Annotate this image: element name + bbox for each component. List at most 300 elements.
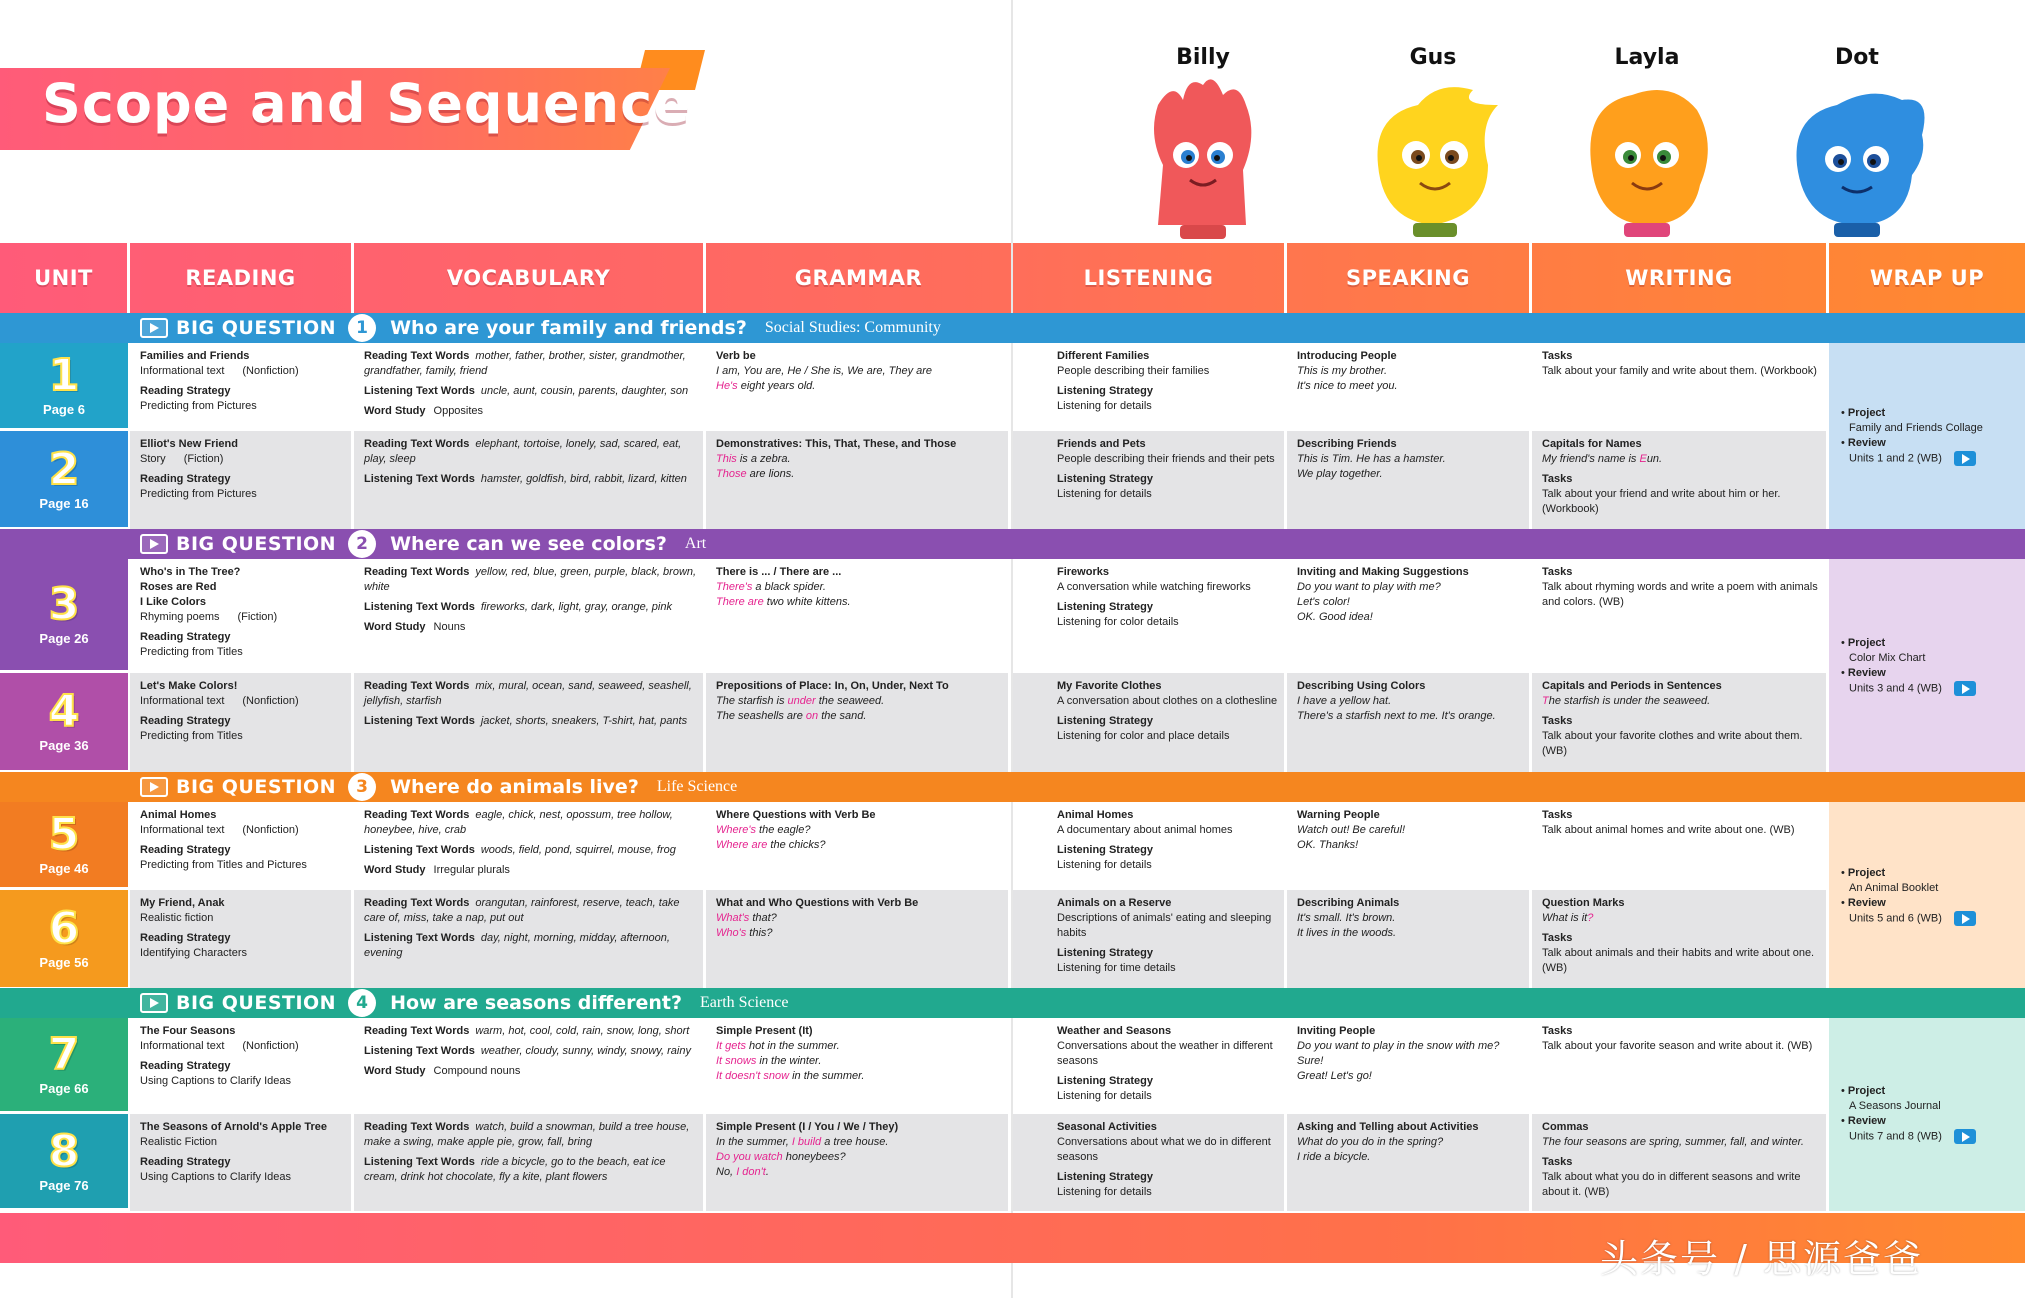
reading-type xyxy=(140,1039,345,1054)
grammar-cell xyxy=(706,1018,1011,1114)
strategy: Predicting from Titles xyxy=(140,730,243,742)
writing-text: Talk about your friend and write about him or her. (Workbook) xyxy=(1542,488,1781,515)
reading-title-text: Who's in The Tree? xyxy=(140,566,241,578)
vocab-label: Listening Text Words xyxy=(364,844,475,856)
grammar-highlight: I don't xyxy=(736,1166,766,1178)
text-line: • Review xyxy=(1841,437,1886,450)
vocab-label: Reading Text Words xyxy=(364,438,470,450)
strategy-label: Listening Strategy xyxy=(1057,385,1153,397)
character-name: Gus xyxy=(1409,45,1457,70)
speaking-cell xyxy=(1287,343,1532,431)
big-question-word: BIG QUESTION xyxy=(176,776,337,798)
text-line xyxy=(1841,651,2019,666)
text-line xyxy=(140,714,345,729)
review-label: Review xyxy=(1847,1115,1886,1128)
grammar-highlight: Do you watch xyxy=(716,1151,783,1163)
vocab-label: Listening Text Words xyxy=(364,932,475,944)
unit-number-text: 4 xyxy=(48,686,80,737)
strategy-label: Listening Strategy xyxy=(1057,947,1153,959)
listening-cell xyxy=(1013,1018,1287,1114)
text-line xyxy=(1542,565,1820,580)
writing-highlight: E xyxy=(1639,453,1647,465)
text-line xyxy=(1057,843,1278,858)
unit-cell[interactable] xyxy=(0,890,128,990)
text-line xyxy=(1297,349,1523,364)
workbook-video-icon[interactable] xyxy=(1954,681,1976,696)
vocab-words: hamster, goldfish, bird, rabbit, lizard, kitten xyxy=(480,473,687,485)
vocab-label: Listening Text Words xyxy=(364,1045,475,1057)
reading-title xyxy=(140,565,345,580)
text-line xyxy=(364,472,697,487)
text-line xyxy=(1542,349,1820,364)
project-name: An Animal Booklet xyxy=(1849,881,1939,894)
text-line: • Project xyxy=(1841,1085,1886,1098)
text-line xyxy=(140,1059,345,1074)
text-line xyxy=(1057,1024,1278,1039)
text-line xyxy=(364,600,697,615)
big-question-text: How are seasons different? xyxy=(390,992,683,1014)
reading-cell xyxy=(130,343,354,431)
text-line xyxy=(1841,681,2019,696)
text-line xyxy=(716,896,1002,911)
writing-highlight: ? xyxy=(1587,912,1594,924)
text-line xyxy=(1297,1150,1523,1165)
grammar-highlight: Where are xyxy=(716,839,768,851)
character-name: Billy xyxy=(1176,45,1230,70)
text-line xyxy=(1542,694,1820,709)
speaking-line: This is Tim. He has a hamster. xyxy=(1297,453,1446,465)
text-line xyxy=(1057,472,1278,487)
play-video-icon[interactable] xyxy=(140,777,168,797)
vocab-words: watch, build a snowman, build a tree house, make a swing, make apple pie, grow, fall, bring xyxy=(364,1121,690,1148)
writing-cell xyxy=(1532,1114,1829,1211)
vocab-words: ride a bicycle, go to the beach, eat ice cream, drink hot chocolate, fly a kite, plant flowers xyxy=(364,1156,666,1183)
text-line xyxy=(1057,437,1278,452)
big-question-text: Where can we see colors? xyxy=(390,533,667,555)
vocabulary-cell xyxy=(354,559,706,673)
text-line xyxy=(716,364,1002,379)
text-line xyxy=(1057,946,1278,961)
text-line xyxy=(140,1170,345,1185)
billy-illustration xyxy=(1128,75,1278,245)
vocab-label: Word Study xyxy=(364,621,426,633)
speaking-title: Inviting People xyxy=(1297,1025,1376,1037)
project-label: Project xyxy=(1847,636,1886,649)
speaking-title: Describing Using Colors xyxy=(1297,680,1426,692)
speaking-line: I ride a bicycle. xyxy=(1297,1151,1371,1163)
grammar-text: is a zebra. xyxy=(736,453,791,465)
writing-text: Talk about animal homes and write about one. (WB) xyxy=(1542,824,1795,836)
wrapup-cell xyxy=(1829,1018,2025,1211)
text-line xyxy=(716,1120,1002,1135)
text-line xyxy=(1297,679,1523,694)
writing-heading: Tasks xyxy=(1542,473,1573,485)
reading-type: Informational text xyxy=(140,365,225,377)
character-dot xyxy=(1762,45,1952,245)
strategy: Listening for color and place details xyxy=(1057,730,1230,742)
reading-type: Story xyxy=(140,453,166,465)
speaking-line: This is my brother. xyxy=(1297,365,1388,377)
unit-number xyxy=(42,1125,86,1177)
unit-page: Page 16 xyxy=(39,495,89,511)
speaking-cell xyxy=(1287,1018,1532,1114)
big-question-text: Where do animals live? xyxy=(390,776,639,798)
text-line xyxy=(1841,1099,2019,1114)
strategy: Identifying Characters xyxy=(140,947,247,959)
workbook-video-icon[interactable] xyxy=(1954,911,1976,926)
writing-cell xyxy=(1532,673,1829,773)
vocab-label: Listening Text Words xyxy=(364,715,475,727)
strategy: Predicting from Titles and Pictures xyxy=(140,859,307,871)
vocabulary-cell xyxy=(354,343,706,431)
grammar-cell xyxy=(706,559,1011,673)
text-line xyxy=(1542,679,1820,694)
vocab-words: yellow, red, blue, green, purple, black, brown, white xyxy=(364,566,697,593)
text-line xyxy=(1057,399,1278,414)
text-line xyxy=(716,911,1002,926)
writing-text: Talk about rhyming words and write a poem with animals and colors. (WB) xyxy=(1542,581,1818,608)
unit-page: Page 56 xyxy=(39,955,89,970)
vocabulary-cell xyxy=(354,890,706,990)
text-line xyxy=(1841,421,2019,436)
text-line xyxy=(1542,1039,1820,1054)
workbook-video-icon[interactable] xyxy=(1954,1129,1976,1144)
big-question-number: 4 xyxy=(348,989,376,1017)
reading-cell xyxy=(130,559,354,673)
speaking-line: Watch out! Be careful! xyxy=(1297,824,1406,836)
text-line xyxy=(716,437,1002,452)
speaking-cell xyxy=(1287,559,1532,673)
header-unit: UNIT xyxy=(0,243,130,313)
grammar-title: Prepositions of Place: In, On, Under, Next To xyxy=(716,680,949,692)
speaking-line: Great! Let's go! xyxy=(1297,1070,1372,1082)
text-line xyxy=(1297,437,1523,452)
listening-title: My Favorite Clothes xyxy=(1057,680,1162,692)
play-video-icon[interactable] xyxy=(140,534,168,554)
project-name: Family and Friends Collage xyxy=(1849,422,1983,435)
grammar-title: Simple Present (I / You / We / They) xyxy=(716,1121,899,1133)
text-line xyxy=(140,1155,345,1170)
text-line xyxy=(1057,911,1278,941)
text-line xyxy=(1297,1054,1523,1069)
grammar-title: Simple Present (It) xyxy=(716,1025,813,1037)
strategy: Listening for details xyxy=(1057,488,1152,500)
text-line xyxy=(1057,1185,1278,1200)
text-line xyxy=(140,858,345,873)
reading-cell xyxy=(130,431,354,530)
text-line xyxy=(1542,823,1820,838)
reading-genre: (Nonfiction) xyxy=(242,695,299,707)
text-line xyxy=(1297,808,1523,823)
play-video-icon[interactable] xyxy=(140,993,168,1013)
text-line xyxy=(1297,379,1523,394)
grammar-text: The starfish is xyxy=(716,695,788,707)
header-listening: LISTENING xyxy=(1013,243,1287,313)
text-line xyxy=(1542,714,1820,729)
speaking-line: Let's color! xyxy=(1297,596,1350,608)
text-line xyxy=(1542,808,1820,823)
reading-type xyxy=(140,694,345,709)
grammar-text: a black spider. xyxy=(752,581,826,593)
listening-title: Animals on a Reserve xyxy=(1057,897,1172,909)
grammar-text: eight years old. xyxy=(737,380,816,392)
grammar-text: hot in the summer. xyxy=(745,1040,840,1052)
review-label: Review xyxy=(1847,437,1886,450)
text-line xyxy=(716,1165,1002,1180)
text-line xyxy=(1841,911,2019,926)
grammar-text: this? xyxy=(746,927,773,939)
writing-text: Talk about your favorite season and write about it. (WB) xyxy=(1542,1040,1813,1052)
reading-title xyxy=(140,808,345,823)
big-question-bar xyxy=(0,313,2025,343)
text-line xyxy=(364,1044,697,1059)
vocab-label: Listening Text Words xyxy=(364,385,475,397)
text-line xyxy=(1297,364,1523,379)
unit-cell[interactable] xyxy=(0,431,128,530)
text-line xyxy=(140,595,345,610)
unit-cell[interactable] xyxy=(0,673,128,773)
grammar-text: I am, You are, He / She is, We are, They are xyxy=(716,365,933,377)
unit-number xyxy=(42,1029,86,1080)
text-line xyxy=(1057,808,1278,823)
writing-text: Talk about your favorite clothes and write about them. (WB) xyxy=(1542,730,1803,757)
layla-illustration xyxy=(1572,75,1722,245)
text-line xyxy=(716,709,1002,724)
text-line xyxy=(364,679,697,709)
strategy: Predicting from Pictures xyxy=(140,400,257,412)
text-line xyxy=(1542,1170,1820,1200)
text-line xyxy=(716,467,1002,482)
review-units: Units 3 and 4 (WB) xyxy=(1849,682,1942,695)
grammar-text: in the summer. xyxy=(789,1070,865,1082)
strategy-label: Reading Strategy xyxy=(140,385,231,397)
reading-genre: (Nonfiction) xyxy=(242,1040,299,1052)
unit-number-text: 8 xyxy=(48,1125,80,1177)
reading-type: Rhyming poems xyxy=(140,611,220,623)
vocab-label: Reading Text Words xyxy=(364,809,470,821)
review-units: Units 5 and 6 (WB) xyxy=(1849,912,1942,925)
text-line xyxy=(716,1054,1002,1069)
reading-genre: (Nonfiction) xyxy=(242,824,299,836)
speaking-title: Introducing People xyxy=(1297,350,1397,362)
text-line xyxy=(716,838,1002,853)
big-question-word: BIG QUESTION xyxy=(176,992,337,1014)
text-line xyxy=(1057,1089,1278,1104)
big-question-label xyxy=(140,530,706,558)
strategy-label: Listening Strategy xyxy=(1057,715,1153,727)
big-question-bar xyxy=(0,772,2025,802)
big-question-subject: Earth Science xyxy=(700,994,789,1011)
unit-cell[interactable] xyxy=(0,802,128,890)
unit-number xyxy=(42,686,86,737)
header-wrapup: WRAP UP xyxy=(1869,266,1985,290)
reading-title xyxy=(140,679,345,694)
header-writing: WRITING xyxy=(1532,243,1829,313)
writing-text: What is it xyxy=(1542,912,1588,924)
wrapup-cell xyxy=(1829,343,2025,530)
text-line xyxy=(140,472,345,487)
text-line xyxy=(1057,1170,1278,1185)
play-video-icon[interactable] xyxy=(140,318,168,338)
strategy-label: Listening Strategy xyxy=(1057,601,1153,613)
text-line xyxy=(1542,1135,1820,1150)
text-line xyxy=(1297,467,1523,482)
reading-title-text: Elliot's New Friend xyxy=(140,438,238,450)
listening-cell xyxy=(1013,673,1287,773)
reading-title-text: The Four Seasons xyxy=(140,1025,236,1037)
reading-title-text: Roses are Red xyxy=(140,581,217,593)
strategy-label: Reading Strategy xyxy=(140,844,231,856)
text-line xyxy=(1542,580,1820,610)
unit-page: Page 46 xyxy=(39,861,89,876)
big-question-label xyxy=(140,989,788,1017)
wrapup-cell xyxy=(1829,802,2025,990)
unit-cell[interactable] xyxy=(0,1114,128,1211)
writing-text: un. xyxy=(1646,453,1663,465)
workbook-video-icon[interactable] xyxy=(1954,451,1976,466)
vocab-label: Listening Text Words xyxy=(364,601,475,613)
header-grammar: GRAMMAR xyxy=(794,266,923,290)
unit-page: Page 66 xyxy=(39,1081,89,1096)
listening-title: Friends and Pets xyxy=(1057,438,1146,450)
unit-page: Page 26 xyxy=(39,631,89,646)
vocab-label: Word Study xyxy=(364,405,426,417)
text-line xyxy=(140,843,345,858)
writing-heading: Tasks xyxy=(1542,809,1573,821)
vocab-words: weather, cloudy, sunny, windy, snowy, rainy xyxy=(480,1045,691,1057)
text-line xyxy=(1542,487,1820,517)
text-line xyxy=(1542,896,1820,911)
grammar-highlight: Who's xyxy=(716,927,747,939)
unit-number xyxy=(42,350,86,401)
text-line xyxy=(1542,437,1820,452)
text-line: • Project xyxy=(1841,407,1886,420)
grammar-title: Where Questions with Verb Be xyxy=(716,809,876,821)
text-line xyxy=(1297,452,1523,467)
text-line xyxy=(1297,1120,1523,1135)
speaking-title: Inviting and Making Suggestions xyxy=(1297,566,1469,578)
review-label: Review xyxy=(1847,896,1886,909)
writing-text: Talk about what you do in different seasons and write about it. (WB) xyxy=(1542,1171,1801,1198)
writing-cell xyxy=(1532,343,1829,431)
text-line xyxy=(364,896,697,926)
speaking-line: Do you want to play with me? xyxy=(1297,581,1441,593)
text-line xyxy=(1057,452,1278,467)
listening-title: Seasonal Activities xyxy=(1057,1121,1157,1133)
character-name: Layla xyxy=(1614,45,1680,70)
grammar-cell xyxy=(706,890,1011,990)
speaking-line: It's nice to meet you. xyxy=(1297,380,1398,392)
text-line xyxy=(1057,896,1278,911)
unit-cell[interactable] xyxy=(0,1018,128,1114)
vocab-words: elephant, tortoise, lonely, sad, scared, eat, play, sleep xyxy=(364,438,682,465)
strategy-label: Listening Strategy xyxy=(1057,1171,1153,1183)
text-line xyxy=(1057,615,1278,630)
speaking-cell xyxy=(1287,802,1532,890)
text-line xyxy=(1057,1120,1278,1135)
reading-title xyxy=(140,437,345,452)
listening-desc: Conversations about what we do in different seasons xyxy=(1057,1136,1271,1163)
text-line xyxy=(716,379,1002,394)
text-line: • Project xyxy=(1841,866,1886,879)
grammar-title: Demonstratives: This, That, These, and Those xyxy=(716,438,957,450)
strategy-label: Reading Strategy xyxy=(140,631,231,643)
grammar-text: are lions. xyxy=(746,468,795,480)
text-line xyxy=(140,729,345,744)
watermark: 头条号 / 思源爸爸 xyxy=(1600,1237,1923,1281)
grammar-text: No, xyxy=(716,1166,737,1178)
strategy: Listening for details xyxy=(1057,1090,1152,1102)
listening-cell xyxy=(1013,1114,1287,1211)
big-question-bar xyxy=(0,529,2025,559)
unit-page: Page 36 xyxy=(39,738,89,753)
grammar-highlight: on xyxy=(805,710,819,722)
grammar-highlight: I build xyxy=(791,1136,822,1148)
vocabulary-cell xyxy=(354,1018,706,1114)
strategy: Listening for time details xyxy=(1057,962,1176,974)
writing-text: The four seasons are spring, summer, fall, and winter. xyxy=(1542,1136,1804,1148)
speaking-line: Do you want to play in the snow with me? xyxy=(1297,1040,1500,1052)
grammar-highlight: This xyxy=(716,453,737,465)
strategy: Listening for details xyxy=(1057,400,1152,412)
writing-heading: Tasks xyxy=(1542,715,1573,727)
text-line: • Review xyxy=(1841,1115,1886,1128)
text-line xyxy=(1297,911,1523,926)
grammar-text: two white kittens. xyxy=(763,596,851,608)
big-question-number: 3 xyxy=(348,773,376,801)
gus-illustration xyxy=(1358,75,1508,245)
grammar-text: the sand. xyxy=(818,710,867,722)
grammar-text: In the summer, xyxy=(716,1136,792,1148)
text-line xyxy=(140,580,345,595)
grammar-text: the seaweed. xyxy=(815,695,885,707)
text-line xyxy=(716,1135,1002,1150)
text-line xyxy=(364,437,697,467)
text-line xyxy=(716,1024,1002,1039)
vocabulary-cell xyxy=(354,802,706,890)
text-line xyxy=(1057,1039,1278,1069)
speaking-title: Asking and Telling about Activities xyxy=(1297,1121,1479,1133)
project-name: A Seasons Journal xyxy=(1849,1100,1941,1113)
text-line xyxy=(1297,838,1523,853)
vocab-label: Reading Text Words xyxy=(364,897,470,909)
unit-cell[interactable] xyxy=(0,559,128,673)
text-line xyxy=(1841,1129,2019,1144)
project-label: Project xyxy=(1847,866,1886,879)
text-line xyxy=(1057,729,1278,744)
unit-cell[interactable] xyxy=(0,343,128,431)
strategy: Using Captions to Clarify Ideas xyxy=(140,1075,292,1087)
review-units: Units 7 and 8 (WB) xyxy=(1849,1130,1942,1143)
text-line xyxy=(1297,896,1523,911)
writing-heading: Tasks xyxy=(1542,1025,1573,1037)
speaking-line: OK. Good idea! xyxy=(1297,611,1373,623)
text-line xyxy=(1542,364,1820,379)
vocab-words: day, night, morning, midday, afternoon, evening xyxy=(364,932,670,959)
reading-cell xyxy=(130,1114,354,1211)
big-question-label xyxy=(140,773,737,801)
title-banner xyxy=(0,50,700,150)
listening-cell xyxy=(1013,431,1287,530)
reading-type xyxy=(140,911,345,926)
text-line xyxy=(1297,926,1523,941)
reading-cell xyxy=(130,673,354,773)
reading-title-text: I Like Colors xyxy=(140,596,207,608)
word-study: Compound nouns xyxy=(433,1065,521,1077)
grammar-highlight: There are xyxy=(716,596,764,608)
text-line xyxy=(364,843,697,858)
speaking-line: We play together. xyxy=(1297,468,1383,480)
